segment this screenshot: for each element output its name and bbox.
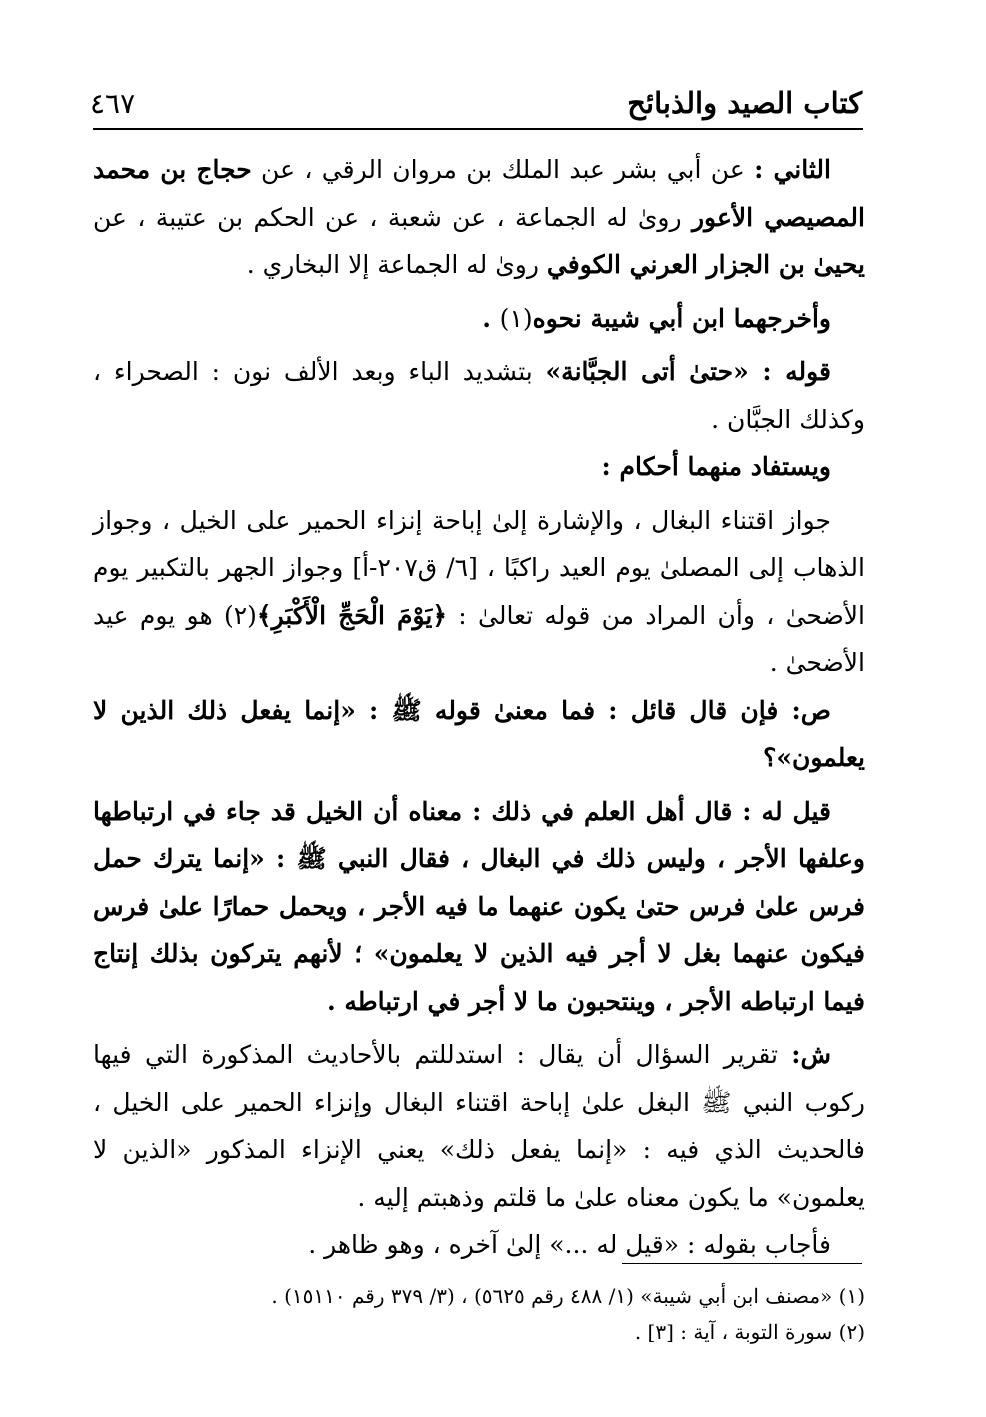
bold-text: ويستفاد منهما أحكام : [601, 452, 831, 481]
text-run: عن أبي بشر عبد الملك بن مروان الرقي ، عن [251, 155, 755, 184]
paragraph [93, 348, 865, 443]
paragraph [93, 443, 865, 491]
bold-text: قوله : «حتىٰ أتى الجبَّانة» [545, 357, 832, 386]
bold-text: حجاج بن محمد المصيصي الأعور [93, 155, 865, 232]
paragraph [93, 687, 865, 782]
bold-text: ص: فإن قال قائل : فما معنىٰ قوله ﷺ : «إنما يفعل ذلك الذين لا يعلمون»؟ [93, 695, 865, 772]
page-header [90, 80, 862, 120]
bold-text: . [482, 303, 500, 333]
bold-text: وأخرجهما ابن أبي شيبة نحوه [532, 303, 831, 333]
text-run: (٢) [223, 600, 257, 630]
header-divider [93, 128, 863, 130]
footnote-2: (٢) سورة التوبة ، آية : [٣] . [634, 1320, 865, 1344]
footnote-divider [622, 1263, 862, 1264]
running-title: كتاب الصيد والذبائح [627, 86, 862, 120]
paragraph [93, 788, 865, 1026]
text-run: تقرير السؤال أن يقال : استدللتم بالأحاديث المذكورة التي فيها ركوب النبي ﷺ البغل علىٰ إباحة اقتناء البغال وإنزاء الحمير على الخيل ، فالحديث الذي فيه : «إنما يفعل ذلك» يعني الإنزاء المذكور «الذين لا يعلمون» ما يكون معناه علىٰ ما قلتم وذهبتم إليه . [93, 1040, 865, 1212]
bold-text: ش: [791, 1040, 831, 1069]
bold-text: يحيىٰ بن الجزار العرني الكوفي [546, 250, 865, 279]
page-number: ٤٦٧ [90, 87, 136, 120]
paragraph [93, 1221, 865, 1269]
bold-text: الثاني : [754, 155, 831, 184]
text-run: (١) [499, 303, 533, 333]
paragraph [93, 146, 865, 289]
text-run: جواز اقتناء البغال ، والإشارة إلىٰ إباحة إنزاء الحمير على الخيل ، وجواز الذهاب إلى المصلىٰ يوم العيد راكبًا ، [٦/ ق٢٠٧-أ] وجواز الجهر بالتكبير يوم الأضحىٰ ، وأن المراد من قوله تعالىٰ : [93, 505, 865, 630]
paragraph [93, 1031, 865, 1221]
text-run: روىٰ له الجماعة إلا البخاري . [246, 250, 547, 279]
text-run: هو يوم عيد الأضحىٰ . [93, 600, 865, 677]
bold-text: ﴿يَوْمَ الْحَجِّ الْأَكْبَرِ﴾ [256, 600, 447, 630]
paragraph [93, 497, 865, 687]
footnote-1: (١) «مصنف ابن أبي شيبة» (١/ ٤٨٨ رقم ٥٦٢٥) ، (٣/ ٣٧٩ رقم ١٥١١٠) . [271, 1284, 865, 1308]
footnotes [93, 1278, 865, 1350]
text-run: بتشديد الباء وبعد الألف نون : الصحراء ، وكذلك الجبَّان . [93, 357, 865, 434]
paragraph [93, 295, 865, 343]
body-text [93, 146, 865, 1269]
text-run: روىٰ له الجماعة ، عن شعبة ، عن الحكم بن عتيبة ، عن [93, 202, 692, 232]
text-run: فأجاب بقوله : «قيل له ...» إلىٰ آخره ، وهو ظاهر . [308, 1230, 831, 1259]
bold-text: قيل له : قال أهل العلم في ذلك : معناه أن الخيل قد جاء في ارتباطها وعلفها الأجر ، وليس ذلك في البغال ، فقال النبي ﷺ : «إنما يترك حمل فرس علىٰ فرس حتىٰ يكون عنهما ما فيه الأجر ، ويحمل حمارًا علىٰ فرس فيكون عنهما بغل لا أجر فيه الذين لا يعلمون» ؛ لأنهم يتركون بذلك إنتاج فيما ارتباطه الأجر ، وينتحبون ما لا أجر في ارتباطه . [93, 796, 865, 1016]
